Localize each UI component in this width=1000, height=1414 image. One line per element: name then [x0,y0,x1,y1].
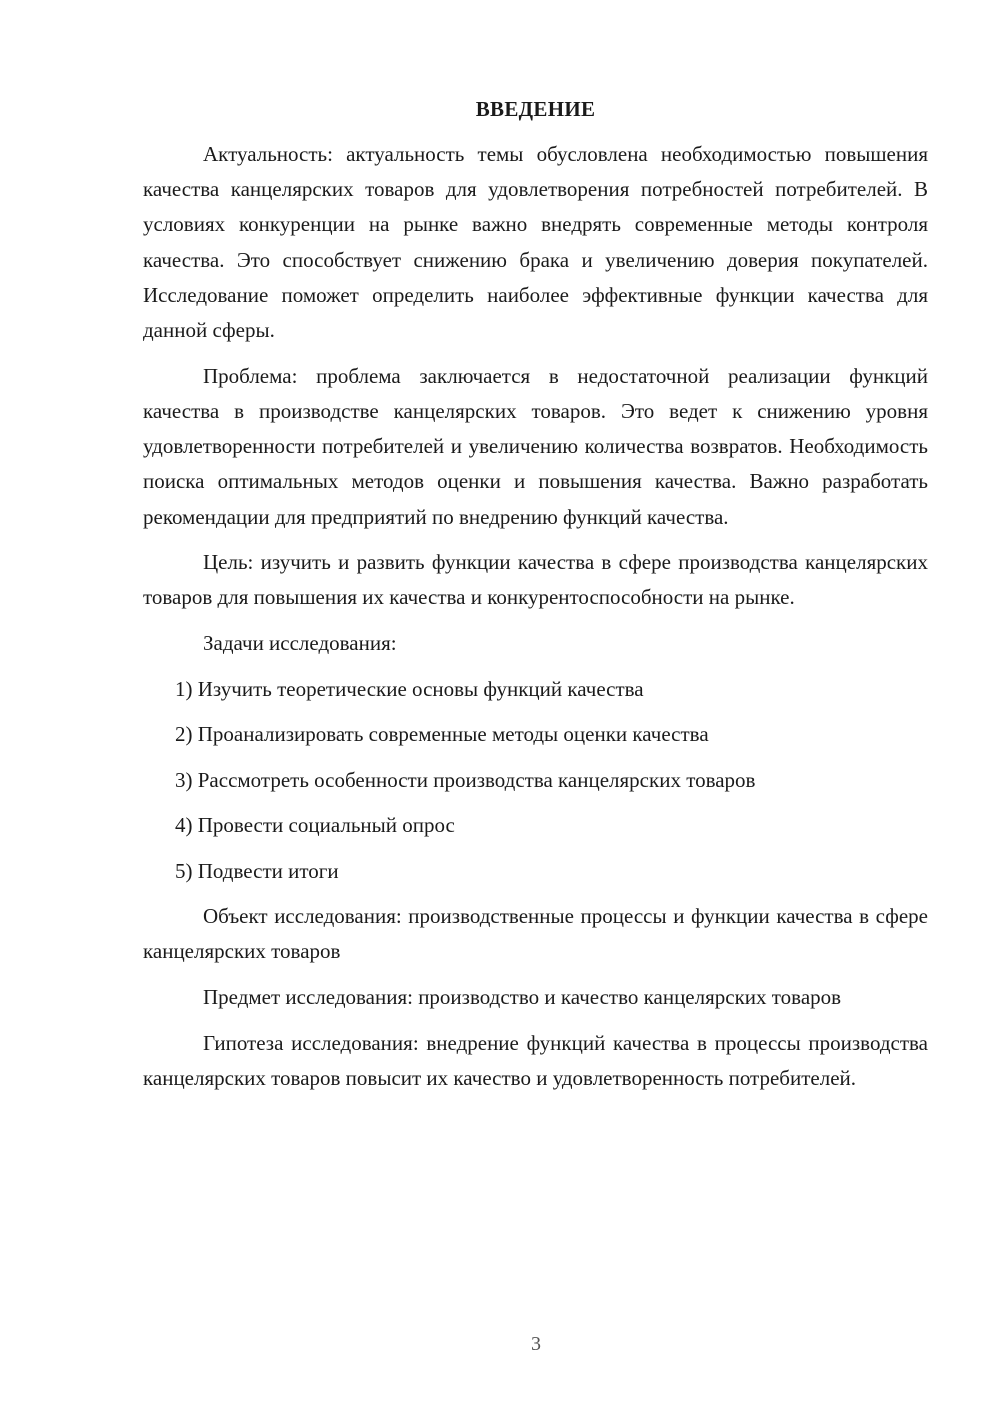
paragraph-hypothesis: Гипотеза исследования: внедрение функций качества в процессы производства канцелярских товаров повысит их качество и удовлетворенность потребителей. [143,1030,928,1090]
task-item-2: 2) Проанализировать современные методы оценки качества [175,722,709,747]
document-page [143,92,928,1107]
task-item-5: 5) Подвести итоги [175,858,339,883]
paragraph-object: Объект исследования: производственные процессы и функции качества в сфере канцелярских товаров [143,904,928,964]
paragraph-relevance: Актуальность: актуальность темы обусловлена необходимостью повышения качества канцелярских товаров для удовлетворения потребностей потребителей. В условиях конкуренции на рынке важно внедрять современные методы контроля качества. Это способствует снижению брака и увеличению доверия покупателей. Исследование поможет определить наиболее эффективные функции качества для данной сферы. [143,142,928,343]
page-number: 3 [531,1333,541,1355]
paragraph-subject: Предмет исследования: производство и качество канцелярских товаров [203,985,842,1010]
task-item-4: 4) Провести социальный опрос [175,813,455,838]
task-item-3: 3) Рассмотреть особенности производства канцелярских товаров [175,767,756,792]
tasks-heading: Задачи исследования: [203,631,397,656]
task-item-1: 1) Изучить теоретические основы функций качества [175,676,644,701]
section-title: ВВЕДЕНИЕ [475,97,596,121]
paragraph-problem: Проблема: проблема заключается в недостаточной реализации функций качества в производстве канцелярских товаров. Это ведет к снижению уровня удовлетворенности потребителей и увеличению количества возвратов. Необходимость поиска оптимальных методов оценки и повышения качества. Важно разработать рекомендации для предприятий по внедрению функций качества. [143,363,928,529]
paragraph-goal: Цель: изучить и развить функции качества в сфере производства канцелярских товаров для повышения их качества и конкурентоспособности на рынке. [143,550,928,610]
tasks-list [143,672,928,889]
